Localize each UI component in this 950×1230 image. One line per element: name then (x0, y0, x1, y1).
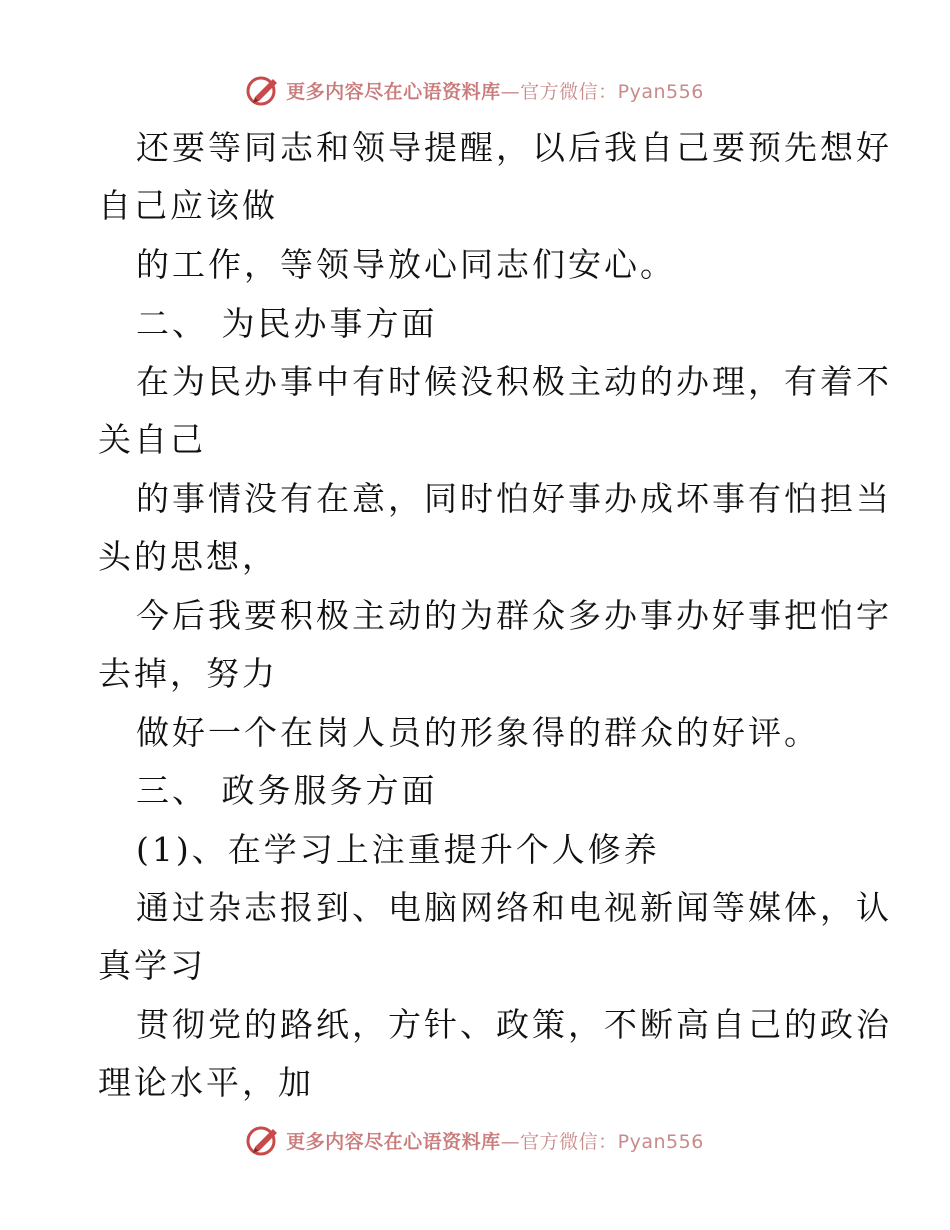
header-watermark (0, 70, 950, 110)
text-line: 真学习 (98, 946, 206, 985)
watermark-name: 更多内容尽在心语资料库 (286, 1130, 501, 1153)
watermark-suffix: 官方微信：Pyan556 (520, 1130, 704, 1153)
text-line: 做好一个在岗人员的形象得的群众的好评。 (136, 713, 820, 752)
text-line: 去掉，努力 (98, 654, 278, 693)
watermark-text (286, 1127, 704, 1154)
pen-logo-icon (246, 1123, 280, 1157)
text-line: 的工作，等领导放心同志们安心。 (136, 245, 676, 284)
watermark-name: 更多内容尽在心语资料库 (286, 80, 501, 103)
section-heading: 三、 政务服务方面 (136, 771, 438, 810)
footer-watermark (0, 1120, 950, 1160)
text-line: 还要等同志和领导提醒，以后我自己要预先想好 (136, 128, 892, 167)
watermark-separator: — (500, 1130, 521, 1153)
watermark-separator: — (500, 80, 521, 103)
section-heading: 二、 为民办事方面 (136, 304, 438, 343)
text-line: 通过杂志报到、电脑网络和电视新闻等媒体，认 (136, 888, 892, 927)
pen-logo-icon (246, 73, 280, 107)
text-line: 理论水平，加 (98, 1063, 314, 1102)
text-line: 头的思想， (98, 537, 278, 576)
watermark-text (286, 77, 704, 104)
text-line: 今后我要积极主动的为群众多办事办好事把怕字 (136, 596, 892, 635)
text-line: 关自己 (98, 420, 206, 459)
text-line: 的事情没有在意，同时怕好事办成坏事有怕担当 (136, 479, 892, 518)
subsection-heading: (1)、在学习上注重提升个人修养 (136, 830, 660, 869)
text-line: 贯彻党的路纸，方针、政策，不断高自己的政治 (136, 1005, 892, 1044)
watermark-suffix: 官方微信：Pyan556 (520, 80, 704, 103)
text-line: 自己应该做 (98, 186, 278, 225)
text-line: 在为民办事中有时候没积极主动的办理，有着不 (136, 362, 892, 401)
